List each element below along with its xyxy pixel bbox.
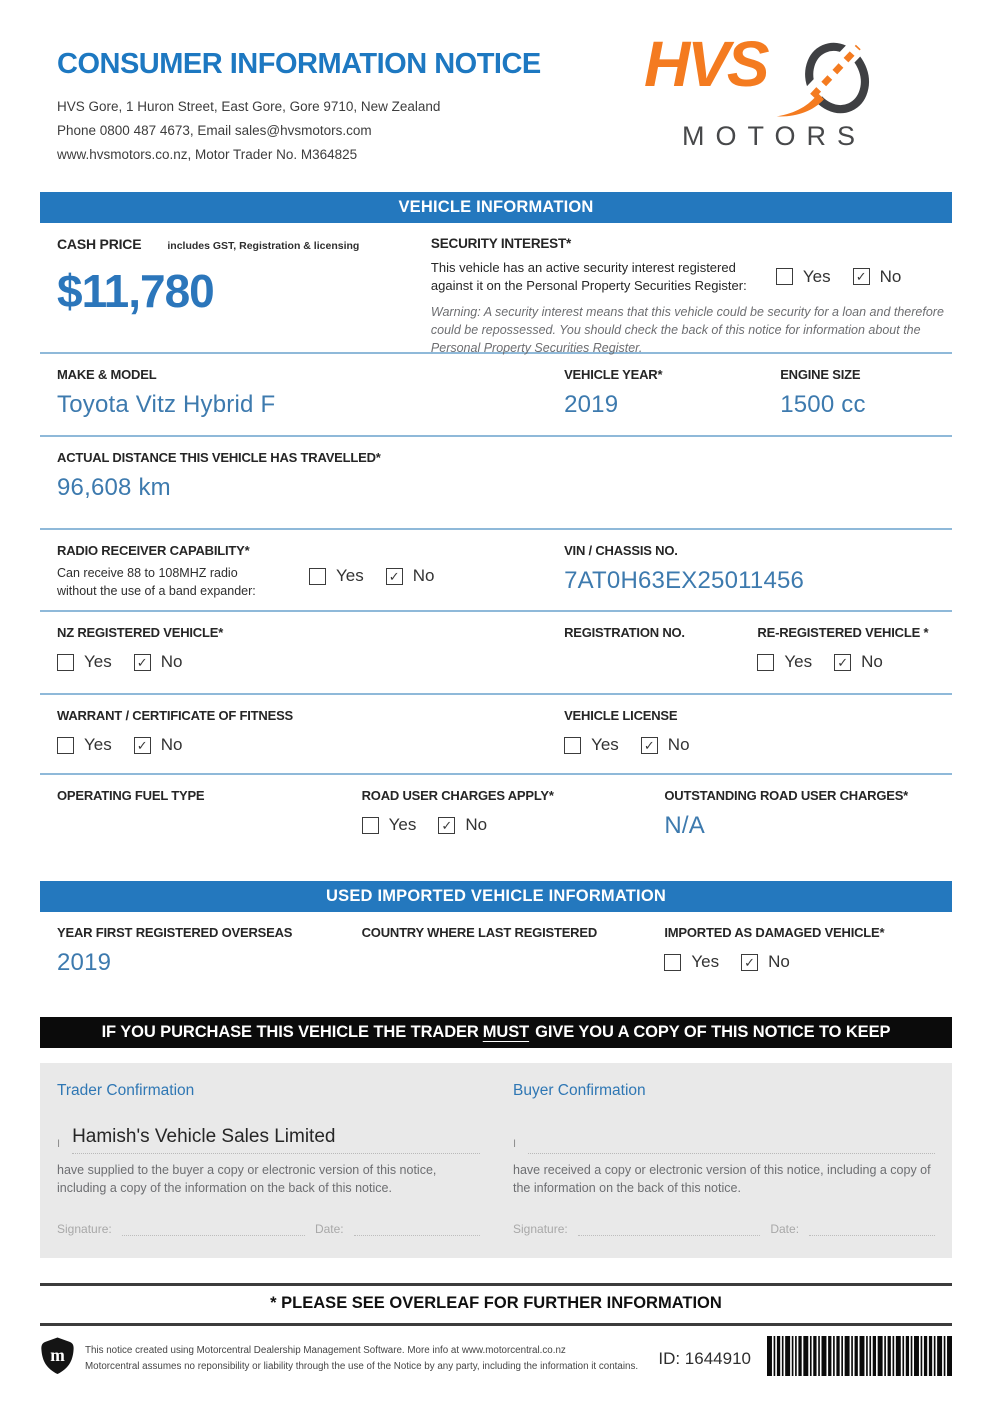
nz-registered-yes-checkbox[interactable] <box>57 654 74 671</box>
security-interest-yes-no <box>776 259 901 294</box>
re-registered-no-checkbox[interactable] <box>834 654 851 671</box>
purchase-notice-prefix: IF YOU PURCHASE THIS VEHICLE THE TRADER <box>101 1023 479 1041</box>
vehicle-information-banner: VEHICLE INFORMATION <box>40 192 952 223</box>
hvs-motors-logo <box>644 28 954 152</box>
vin-label: VIN / CHASSIS NO. <box>564 543 678 558</box>
footer-disclaimer-line1: This notice created using Motorcentral Dealership Management Software. More info at www.motorcentral.co.nz <box>85 1344 566 1356</box>
warrant-no-checkbox[interactable] <box>134 737 151 754</box>
header <box>0 0 992 192</box>
re-registered-yes-checkbox[interactable] <box>757 654 774 671</box>
outstanding-ruc-value: N/A <box>664 812 705 839</box>
vehicle-license-label: VEHICLE LICENSE <box>564 708 678 723</box>
trader-confirmation-title: Trader Confirmation <box>57 1082 195 1099</box>
confirmation-box <box>40 1063 952 1258</box>
security-interest-no-label: No <box>879 266 902 286</box>
imported-damaged-yes-no <box>664 952 789 972</box>
vin-value: 7AT0H63EX25011456 <box>564 567 805 594</box>
imported-info-row <box>40 912 952 1017</box>
vehicle-license-yes-checkbox[interactable] <box>564 737 581 754</box>
buyer-signature-line[interactable] <box>578 1222 761 1236</box>
ruc-apply-label: ROAD USER CHARGES APPLY* <box>361 788 554 803</box>
radio-no-label: No <box>412 566 435 585</box>
notice-id: ID: 1644910 <box>658 1348 751 1368</box>
imported-damaged-no-checkbox[interactable] <box>741 954 758 971</box>
motorcentral-shield-icon <box>40 1336 75 1381</box>
imported-damaged-yes-label: Yes <box>691 952 720 971</box>
ruc-yes-label: Yes <box>388 815 417 834</box>
trader-date-line[interactable] <box>354 1222 480 1236</box>
engine-size-value: 1500 cc <box>780 391 866 418</box>
dealer-address: HVS Gore, 1 Huron Street, East Gore, Gore 9710, New Zealand <box>57 99 441 114</box>
purchase-notice-must: MUST <box>482 1023 530 1041</box>
ruc-apply-yes-no <box>362 815 487 835</box>
cash-price-label: CASH PRICE <box>57 236 142 252</box>
radio-capability-yes-no <box>309 566 434 586</box>
security-interest-warning: Warning: A security interest means that this vehicle could be security for a loan and therefore could be repossessed. You should check the back of this notice for information about the Personal Property Securities Register. <box>430 305 944 356</box>
radio-yes-label: Yes <box>336 566 364 585</box>
footer <box>40 1336 952 1381</box>
dealer-web-trader-no: www.hvsmotors.co.nz, Motor Trader No. M364825 <box>57 147 358 162</box>
cash-price-value: $11,780 <box>57 265 214 317</box>
year-first-registered-label: YEAR FIRST REGISTERED OVERSEAS <box>57 925 293 940</box>
ruc-no-checkbox[interactable] <box>438 817 455 834</box>
warrant-yes-checkbox[interactable] <box>57 737 74 754</box>
nz-registered-label: NZ REGISTERED VEHICLE* <box>57 625 224 640</box>
svg-text:m: m <box>50 1345 65 1366</box>
used-imported-banner: USED IMPORTED VEHICLE INFORMATION <box>40 881 952 912</box>
year-first-registered-value: 2019 <box>57 949 112 976</box>
country-last-registered-label: COUNTRY WHERE LAST REGISTERED <box>361 925 598 940</box>
footer-disclaimer-line2: Motorcentral assumes no reponsibility or liability through the use of the Notice by any party, including the information it contains. <box>85 1360 639 1372</box>
ruc-no-label: No <box>465 815 488 834</box>
warrant-no-label: No <box>160 735 183 754</box>
imported-damaged-yes-checkbox[interactable] <box>664 954 681 971</box>
overleaf-note: * PLEASE SEE OVERLEAF FOR FURTHER INFORMATION <box>40 1283 952 1326</box>
buyer-signature-label: Signature: <box>513 1222 568 1236</box>
radio-capability-label: RADIO RECEIVER CAPABILITY* <box>57 543 250 558</box>
purchase-notice-suffix: GIVE YOU A COPY OF THIS NOTICE TO KEEP <box>535 1023 891 1041</box>
vehicle-license-no-label: No <box>667 735 690 754</box>
engine-size-label: ENGINE SIZE <box>780 367 861 382</box>
nz-registered-yes-label: Yes <box>84 652 112 671</box>
distance-row <box>40 437 952 530</box>
re-registered-yes-no <box>757 652 882 672</box>
security-interest-yes-checkbox[interactable] <box>776 268 793 285</box>
trader-date-label: Date: <box>314 1222 344 1236</box>
radio-yes-checkbox[interactable] <box>309 568 326 585</box>
page-title: CONSUMER INFORMATION NOTICE <box>57 48 541 80</box>
trader-signature-line[interactable] <box>122 1222 305 1236</box>
make-model-label: MAKE & MODEL <box>57 367 157 382</box>
fuel-type-label: OPERATING FUEL TYPE <box>57 788 205 803</box>
logo-text: HVS <box>644 28 767 100</box>
vehicle-year-value: 2019 <box>564 391 619 418</box>
ruc-yes-checkbox[interactable] <box>362 817 379 834</box>
buyer-date-label: Date: <box>770 1222 800 1236</box>
distance-label: ACTUAL DISTANCE THIS VEHICLE HAS TRAVELLED* <box>57 450 381 465</box>
warrant-yes-label: Yes <box>84 735 112 754</box>
radio-vin-row <box>40 530 952 612</box>
nz-registered-no-checkbox[interactable] <box>134 654 151 671</box>
trader-pronoun: I <box>57 1138 61 1150</box>
buyer-statement: have received a copy or electronic version of this notice, including a copy of the information on the back of this notice. <box>513 1163 931 1196</box>
imported-damaged-label: IMPORTED AS DAMAGED VEHICLE* <box>664 925 885 940</box>
security-interest-yes-label: Yes <box>802 266 831 286</box>
make-model-row <box>40 354 952 437</box>
trader-statement: have supplied to the buyer a copy or electronic version of this notice, including a copy of the information on the back of this notice. <box>57 1163 437 1196</box>
warrant-label: WARRANT / CERTIFICATE OF FITNESS <box>57 708 294 723</box>
make-model-value: Toyota Vitz Hybrid F <box>57 391 276 418</box>
buyer-date-line[interactable] <box>809 1222 935 1236</box>
buyer-confirmation <box>513 1082 935 1258</box>
radio-no-checkbox[interactable] <box>386 568 403 585</box>
vehicle-license-yes-no <box>564 735 689 755</box>
security-interest-label: SECURITY INTEREST* <box>430 236 572 251</box>
re-registered-no-label: No <box>861 652 883 671</box>
nz-registered-yes-no <box>57 652 182 672</box>
buyer-name-field[interactable] <box>528 1126 935 1154</box>
warrant-license-row <box>40 695 952 775</box>
vehicle-license-yes-label: Yes <box>591 735 619 754</box>
distance-value: 96,608 km <box>57 474 171 501</box>
vehicle-year-label: VEHICLE YEAR* <box>564 367 663 382</box>
road-swoosh-icon <box>775 36 873 125</box>
trader-name-field[interactable]: Hamish's Vehicle Sales Limited <box>72 1126 480 1154</box>
buyer-pronoun: I <box>513 1138 517 1150</box>
barcode <box>767 1336 952 1381</box>
imported-damaged-no-label: No <box>768 952 790 971</box>
trader-signature-label: Signature: <box>57 1222 112 1236</box>
dealer-contact: Phone 0800 487 4673, Email sales@hvsmotors.com <box>57 123 372 138</box>
purchase-notice-banner <box>40 1017 952 1048</box>
vehicle-license-no-checkbox[interactable] <box>641 737 658 754</box>
re-registered-yes-label: Yes <box>784 652 813 671</box>
registration-no-label: REGISTRATION NO. <box>564 625 685 640</box>
logo-subtext: MOTORS <box>682 121 867 151</box>
nz-registered-no-label: No <box>160 652 183 671</box>
security-interest-no-checkbox[interactable] <box>853 268 870 285</box>
nz-registered-row <box>40 612 952 695</box>
warrant-yes-no <box>57 735 182 755</box>
re-registered-label: RE-REGISTERED VEHICLE * <box>757 625 929 640</box>
trader-confirmation <box>57 1082 480 1258</box>
fuel-ruc-row <box>40 775 952 881</box>
cash-price-note: includes GST, Registration & licensing <box>167 240 360 252</box>
buyer-confirmation-title: Buyer Confirmation <box>513 1082 646 1099</box>
radio-capability-description: Can receive 88 to 108MHZ radio without the use of a band expander: <box>57 566 256 599</box>
cash-price-security-row <box>40 223 952 354</box>
security-interest-description: This vehicle has an active security interest registered against it on the Personal Property Securities Register: <box>430 260 747 293</box>
outstanding-ruc-label: OUTSTANDING ROAD USER CHARGES* <box>664 788 909 803</box>
